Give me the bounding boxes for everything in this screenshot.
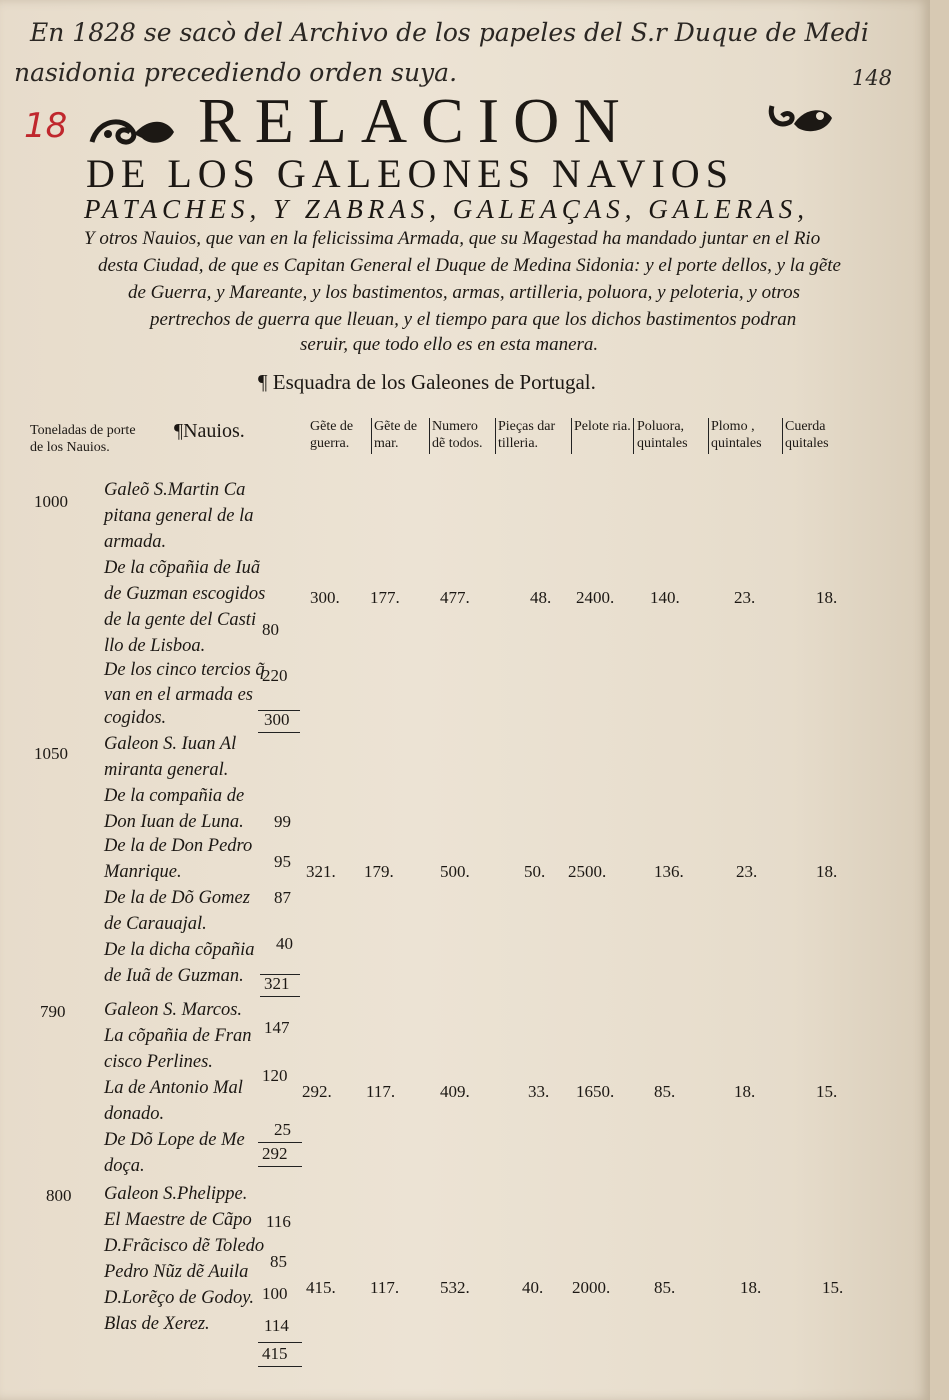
value-war: 415. [306, 1278, 336, 1297]
value-total: 532. [440, 1278, 470, 1297]
intro-line-2: desta Ciudad, de que es Capitan General el Duque de Medina Sidonia: y el porte dellos, y la gẽte [98, 255, 841, 276]
ship-line: D.Lorẽço de Godoy. [104, 1288, 255, 1308]
sum-rule [258, 1366, 302, 1367]
sum-rule [258, 1166, 302, 1167]
col-header-war: Gẽte de guerra. [310, 419, 354, 451]
col-divider [371, 418, 372, 454]
page-title: RELACION [198, 85, 634, 156]
col-header-match: Cuerda quitales [785, 419, 829, 451]
value-lead: 18. [734, 1082, 756, 1101]
ship-tonnage: 790 [40, 1002, 66, 1021]
ship-line: De la cõpañia de Iuã [104, 558, 261, 578]
value-match: 18. [816, 588, 838, 607]
red-inventory-number: 18 [24, 106, 68, 146]
company-total: 300 [264, 710, 290, 729]
value-guns: 40. [522, 1278, 544, 1297]
ship-line: Don Iuan de Luna. [104, 812, 244, 832]
company-count: 80 [262, 620, 279, 639]
col-header-ships [174, 420, 245, 443]
page-subtitle-2: PATACHES, Y ZABRAS, GALEAÇAS, GALERAS, [84, 194, 809, 224]
sum-rule [258, 1142, 302, 1143]
ship-line: doça. [104, 1156, 145, 1176]
sum-rule [258, 1342, 302, 1343]
value-lead: 23. [734, 588, 756, 607]
ship-tonnage: 1000 [34, 492, 68, 511]
col-header-shot: Pelote ria. [574, 419, 631, 434]
ship-line: Galeõ S.Martin Ca [104, 480, 246, 500]
value-total: 500. [440, 862, 470, 881]
ship-line: van en el armada es [104, 685, 253, 705]
handwritten-note-line2: nasidonia precediendo orden suya. [14, 58, 458, 87]
ship-line: Galeon S. Iuan Al [104, 734, 237, 754]
col-header-guns: Pieças dar tilleria. [498, 419, 556, 451]
intro-line-4: pertrechos de guerra que lleuan, y el tiempo para que los dichos bastimentos podran [150, 309, 797, 330]
col-header-powder: Poluora, quintales [637, 419, 688, 451]
ship-line: cogidos. [104, 708, 167, 728]
sum-rule [260, 996, 300, 997]
value-war: 321. [306, 862, 336, 881]
ship-line: pitana general de la [104, 506, 254, 526]
ship-line: De la dicha cõpañia [104, 940, 255, 960]
ship-tonnage: 800 [46, 1186, 72, 1205]
ship-line: de Carauajal. [104, 914, 207, 934]
company-count: 99 [274, 812, 291, 831]
company-total: 292 [262, 1144, 288, 1163]
value-war: 292. [302, 1082, 332, 1101]
ship-line: De la de Don Pedro [104, 836, 253, 856]
col-header-lead: Plomo , quintales [711, 419, 762, 451]
company-total: 415 [262, 1344, 288, 1363]
intro-line-3: de Guerra, y Mareante, y los bastimentos, armas, artilleria, poluora, y peloteria, y otros [128, 282, 800, 303]
col-divider [495, 418, 496, 454]
company-count: 40 [276, 934, 293, 953]
ship-line: donado. [104, 1104, 165, 1124]
binding-edge [930, 0, 949, 1400]
ship-line: De la compañia de [104, 786, 245, 806]
ship-line: de Guzman escogidos [104, 584, 266, 604]
section-heading-text: Esquadra de los Galeones de Portugal. [272, 370, 596, 394]
intro-line-5: seruir, que todo ello es en esta manera. [300, 334, 599, 355]
ship-line: Galeon S.Phelippe. [104, 1184, 248, 1204]
value-powder: 85. [654, 1082, 676, 1101]
value-total: 409. [440, 1082, 470, 1101]
col-header-sea: Gẽte de mar. [374, 419, 418, 451]
value-guns: 33. [528, 1082, 550, 1101]
ship-line: La de Antonio Mal [104, 1078, 243, 1098]
ship-line: Manrique. [104, 862, 182, 882]
value-lead: 23. [736, 862, 758, 881]
company-count: 116 [266, 1212, 291, 1231]
ship-line: miranta general. [104, 760, 229, 780]
page-subtitle: DE LOS GALEONES NAVIOS [86, 151, 734, 196]
ship-line: de Iuã de Guzman. [104, 966, 244, 986]
ship-line: D.Frãcisco dẽ Toledo [104, 1236, 265, 1256]
section-heading [258, 370, 596, 395]
company-total: 321 [264, 974, 290, 993]
left-ornament-icon [88, 112, 180, 152]
ship-line: De los cinco tercios q̃ [104, 660, 265, 680]
value-sea: 117. [370, 1278, 400, 1297]
value-total: 477. [440, 588, 470, 607]
value-shot: 2400. [576, 588, 615, 607]
right-ornament-icon [764, 98, 836, 142]
value-powder: 140. [650, 588, 680, 607]
col-header-total: Numero dẽ todos. [432, 419, 483, 451]
company-count: 220 [262, 666, 288, 685]
ship-line: cisco Perlines. [104, 1052, 213, 1072]
intro-line-1: Y otros Nauios, que van en la felicissima Armada, que su Magestad ha mandado juntar en el Rio [84, 228, 821, 249]
company-count: 95 [274, 852, 291, 871]
sum-rule [258, 732, 300, 733]
col-divider [633, 418, 634, 454]
value-match: 15. [816, 1082, 838, 1101]
company-count: 120 [262, 1066, 288, 1085]
company-count: 87 [274, 888, 291, 907]
company-count: 100 [262, 1284, 288, 1303]
ship-tonnage: 1050 [34, 744, 68, 763]
ship-line: La cõpañia de Fran [104, 1026, 252, 1046]
ship-line: llo de Lisboa. [104, 636, 206, 656]
value-shot: 2000. [572, 1278, 611, 1297]
company-count: 147 [264, 1018, 290, 1037]
value-lead: 18. [740, 1278, 762, 1297]
ship-line: Blas de Xerez. [104, 1314, 210, 1334]
company-count: 114 [264, 1316, 289, 1335]
company-count: 85 [270, 1252, 287, 1271]
ship-line: de la gente del Casti [104, 610, 257, 630]
value-powder: 136. [654, 862, 684, 881]
value-guns: 50. [524, 862, 546, 881]
pilcrow-icon: ¶ [258, 370, 273, 394]
ship-line: Pedro Nũz dẽ Auila [104, 1262, 249, 1282]
pilcrow-icon: ¶ [174, 420, 184, 442]
value-match: 15. [822, 1278, 844, 1297]
value-sea: 179. [364, 862, 394, 881]
col-divider [708, 418, 709, 454]
col-header-tons: Toneladas de porte de los Nauios. [30, 423, 136, 455]
ship-line: De la de Dõ Gomez [104, 888, 250, 908]
value-powder: 85. [654, 1278, 676, 1297]
company-count: 25 [274, 1120, 291, 1139]
value-guns: 48. [530, 588, 552, 607]
handwritten-note-line1: En 1828 se sacò del Archivo de los papeles del S.r Duque de Medi [30, 18, 869, 47]
value-sea: 117. [366, 1082, 396, 1101]
ship-line: El Maestre de Cãpo [104, 1210, 252, 1230]
ship-line: De Dõ Lope de Me [104, 1130, 245, 1150]
value-shot: 1650. [576, 1082, 615, 1101]
ship-line: Galeon S. Marcos. [104, 1000, 243, 1020]
value-match: 18. [816, 862, 838, 881]
ship-line: armada. [104, 532, 167, 552]
value-sea: 177. [370, 588, 400, 607]
col-divider [571, 418, 572, 454]
value-shot: 2500. [568, 862, 607, 881]
value-war: 300. [310, 588, 340, 607]
col-header-ships-text: Nauios. [183, 420, 245, 442]
col-divider [429, 418, 430, 454]
folio-number: 148 [852, 66, 893, 90]
col-divider [782, 418, 783, 454]
